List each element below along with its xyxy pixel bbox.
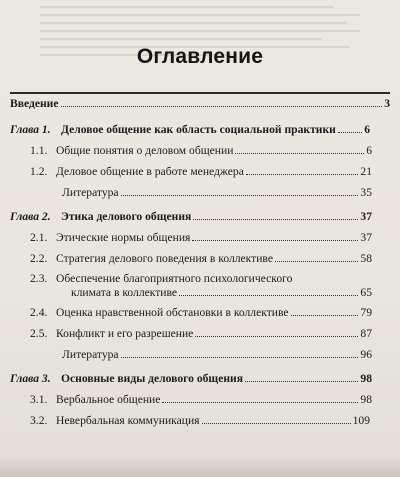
toc-entry-3-2: [0, 414, 400, 430]
toc-entry-label: Основные виды делового общения: [61, 372, 243, 385]
section-number: 2.4.: [30, 306, 48, 319]
toc-entry-page: 37: [360, 210, 372, 223]
toc-entry-label: Общие понятия о деловом общении: [56, 144, 234, 157]
toc-entry-page: 87: [360, 327, 372, 340]
toc-entry-label: Конфликт и его разрешение: [56, 327, 194, 340]
chapter-number: Глава 3.: [10, 372, 51, 385]
section-number: 2.3.: [30, 272, 48, 285]
dot-leader: [246, 165, 359, 175]
toc-entry-literature-2: [0, 348, 400, 364]
dot-leader: [291, 306, 359, 316]
toc-entry-label: Этика делового общения: [61, 210, 192, 223]
dot-leader: [202, 414, 351, 424]
dot-leader: [193, 210, 358, 220]
page-title: Оглавление: [136, 45, 264, 68]
toc-entry-2-5: [0, 327, 400, 343]
toc-entry-introduction: [0, 97, 400, 113]
section-number: 1.1.: [30, 144, 48, 157]
toc-entry-page: 6: [364, 123, 370, 136]
dot-leader: [195, 327, 358, 337]
toc-entry-2-1: [0, 231, 400, 247]
toc-entry-2-3: [0, 272, 400, 304]
section-number: 3.2.: [30, 414, 48, 427]
toc-entry-label: Оценка нравственной обстановки в коллективе: [56, 306, 289, 319]
toc-entry-label: Введение: [10, 97, 59, 110]
toc-entry-label: Стратегия делового поведения в коллективе: [56, 252, 273, 265]
dot-leader: [179, 286, 358, 296]
dot-leader: [338, 123, 362, 133]
toc-entry-label: Литература: [62, 186, 119, 199]
toc-entry-page: 6: [366, 144, 372, 157]
toc-entry-label: Литература: [62, 348, 119, 361]
chapter-number: Глава 2.: [10, 210, 51, 223]
top-rule: [10, 92, 390, 94]
dot-leader: [61, 97, 383, 107]
toc-entry-page: 65: [360, 286, 372, 299]
section-number: 2.1.: [30, 231, 48, 244]
dot-leader: [121, 348, 359, 358]
section-number: 1.2.: [30, 165, 48, 178]
toc-entry-chapter-3: [0, 372, 400, 388]
toc-entry-label-continued: климата в коллективе: [71, 286, 178, 299]
toc-entry-1-2: [0, 165, 400, 181]
section-number: 3.1.: [30, 393, 48, 406]
toc-entry-page: 79: [360, 306, 372, 319]
dot-leader: [275, 252, 358, 262]
dot-leader: [235, 144, 364, 154]
dot-leader: [121, 186, 359, 196]
toc-entry-2-4: [0, 306, 400, 322]
toc-entry-label: Невербальная коммуникация: [56, 414, 200, 427]
toc-entry-page: 21: [360, 165, 372, 178]
toc-entry-page: 3: [384, 97, 390, 110]
toc-entry-chapter-2: [0, 210, 400, 226]
toc-entry-label: Этические нормы общения: [56, 231, 191, 244]
dot-leader: [192, 231, 358, 241]
dot-leader: [162, 393, 358, 403]
section-number: 2.5.: [30, 327, 48, 340]
toc-entry-1-1: [0, 144, 400, 160]
toc-entry-page: 109: [352, 414, 370, 427]
chapter-number: Глава 1.: [10, 123, 51, 136]
toc-entry-page: 98: [360, 393, 372, 406]
toc-entry-label: Деловое общение в работе менеджера: [56, 165, 244, 178]
toc-entry-3-1: [0, 393, 400, 409]
dot-leader: [245, 372, 358, 382]
toc-entry-label: Деловое общение как область социальной практики: [61, 123, 336, 136]
toc-entry-label: Вербальное общение: [56, 393, 161, 406]
toc-entry-page: 35: [360, 186, 372, 199]
section-number: 2.2.: [30, 252, 48, 265]
toc-entry-literature-1: [0, 186, 400, 202]
toc-entry-page: 37: [360, 231, 372, 244]
toc-entry-page: 96: [360, 348, 372, 361]
page-shadow: [0, 455, 400, 477]
toc-entry-page: 58: [360, 252, 372, 265]
toc-entry-chapter-1: [0, 123, 400, 139]
toc-entry-2-2: [0, 252, 400, 268]
toc-entry-page: 98: [360, 372, 372, 385]
toc-entry-label: Обеспечение благоприятного психологического: [56, 272, 293, 285]
